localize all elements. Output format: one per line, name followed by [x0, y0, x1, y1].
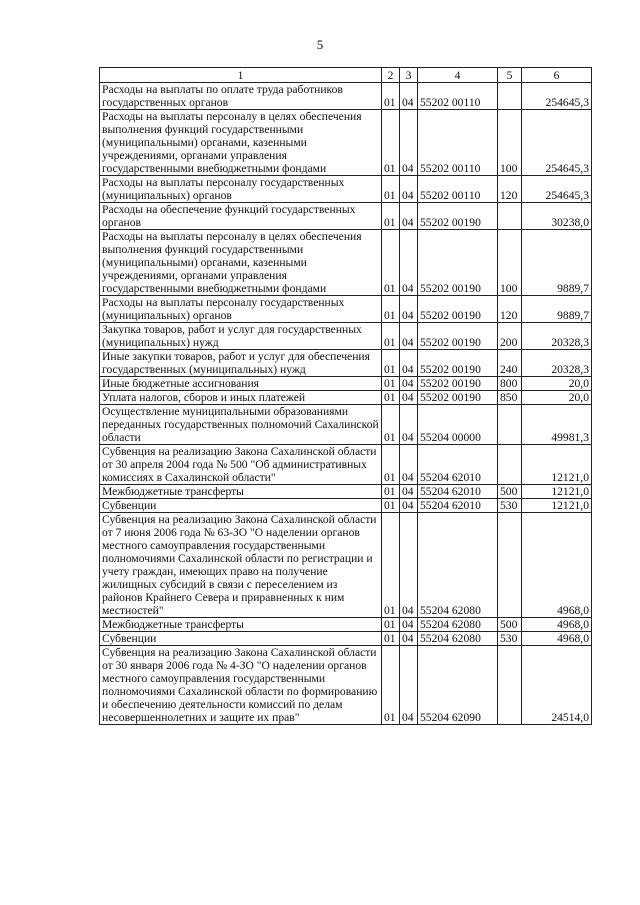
- expense-name-cell: Закупка товаров, работ и услуг для государственных (муниципальных) нужд: [100, 323, 382, 350]
- expense-name-cell: Межбюджетные трансферты: [100, 618, 382, 632]
- section-cell: 01: [382, 405, 400, 445]
- expense-name-cell: Субвенции: [100, 499, 382, 513]
- table-row: [100, 632, 592, 646]
- amount-cell: 49981,3: [522, 405, 592, 445]
- table-row: [100, 203, 592, 230]
- subsection-cell: 04: [400, 499, 418, 513]
- section-cell: 01: [382, 176, 400, 203]
- amount-cell: 24514,0: [522, 646, 592, 725]
- section-cell: 01: [382, 445, 400, 485]
- expense-name-cell: Расходы на выплаты персоналу в целях обеспечения выполнения функций государственными (муниципальными) органами, казенными учреждениями, органами управления государственными внебюджетными фондами: [100, 110, 382, 176]
- table-body: [100, 83, 592, 725]
- section-cell: 01: [382, 618, 400, 632]
- subsection-cell: 04: [400, 377, 418, 391]
- table-row: [100, 377, 592, 391]
- section-cell: 01: [382, 485, 400, 499]
- section-cell: 01: [382, 230, 400, 296]
- expense-type-cell: 500: [498, 618, 522, 632]
- table-row: [100, 391, 592, 405]
- target-article-cell: 55202 00190: [418, 350, 498, 377]
- table-header-row: [100, 68, 592, 83]
- subsection-cell: 04: [400, 230, 418, 296]
- amount-cell: 30238,0: [522, 203, 592, 230]
- expense-type-cell: 530: [498, 632, 522, 646]
- target-article-cell: 55202 00190: [418, 230, 498, 296]
- expense-name-cell: Расходы на выплаты персоналу в целях обеспечения выполнения функций государственными (муниципальными) органами, казенными учреждениями, органами управления государственными внебюджетными фондами: [100, 230, 382, 296]
- expense-type-cell: 200: [498, 323, 522, 350]
- amount-cell: 4968,0: [522, 618, 592, 632]
- expense-name-cell: Субвенция на реализацию Закона Сахалинской области от 30 января 2006 года № 4-ЗО "О наделении органов местного самоуправления государственными полномочиями Сахалинской области по формированию и обеспечению деятельности комиссий по делам несовершеннолетних и защите их прав": [100, 646, 382, 725]
- expense-type-cell: [498, 405, 522, 445]
- subsection-cell: 04: [400, 83, 418, 110]
- expense-name-cell: Расходы на обеспечение функций государственных органов: [100, 203, 382, 230]
- table-row: [100, 83, 592, 110]
- budget-table: [99, 67, 592, 725]
- amount-cell: 20,0: [522, 377, 592, 391]
- table-row: [100, 110, 592, 176]
- expense-type-cell: 100: [498, 110, 522, 176]
- table-row: [100, 485, 592, 499]
- target-article-cell: 55204 62080: [418, 632, 498, 646]
- column-header: 4: [418, 68, 498, 83]
- subsection-cell: 04: [400, 618, 418, 632]
- expense-type-cell: 120: [498, 296, 522, 323]
- amount-cell: 254645,3: [522, 110, 592, 176]
- expense-type-cell: 100: [498, 230, 522, 296]
- subsection-cell: 04: [400, 350, 418, 377]
- subsection-cell: 04: [400, 323, 418, 350]
- table-row: [100, 323, 592, 350]
- expense-name-cell: Расходы на выплаты персоналу государственных (муниципальных) органов: [100, 176, 382, 203]
- expense-type-cell: [498, 203, 522, 230]
- expense-name-cell: Субвенции: [100, 632, 382, 646]
- amount-cell: 12121,0: [522, 485, 592, 499]
- amount-cell: 20328,3: [522, 350, 592, 377]
- amount-cell: 9889,7: [522, 296, 592, 323]
- subsection-cell: 04: [400, 513, 418, 618]
- target-article-cell: 55204 62010: [418, 499, 498, 513]
- subsection-cell: 04: [400, 203, 418, 230]
- column-header: 3: [400, 68, 418, 83]
- subsection-cell: 04: [400, 632, 418, 646]
- amount-cell: 4968,0: [522, 513, 592, 618]
- expense-type-cell: [498, 83, 522, 110]
- section-cell: 01: [382, 513, 400, 618]
- target-article-cell: 55202 00190: [418, 203, 498, 230]
- column-header: 5: [498, 68, 522, 83]
- section-cell: 01: [382, 110, 400, 176]
- section-cell: 01: [382, 83, 400, 110]
- subsection-cell: 04: [400, 176, 418, 203]
- subsection-cell: 04: [400, 405, 418, 445]
- amount-cell: 12121,0: [522, 445, 592, 485]
- target-article-cell: 55202 00110: [418, 83, 498, 110]
- subsection-cell: 04: [400, 110, 418, 176]
- subsection-cell: 04: [400, 296, 418, 323]
- expense-name-cell: Иные бюджетные ассигнования: [100, 377, 382, 391]
- expense-name-cell: Осуществление муниципальными образованиями переданных государственных полномочий Сахалинской области: [100, 405, 382, 445]
- target-article-cell: 55202 00190: [418, 323, 498, 350]
- table-row: [100, 513, 592, 618]
- target-article-cell: 55204 62010: [418, 485, 498, 499]
- table-row: [100, 296, 592, 323]
- target-article-cell: 55204 00000: [418, 405, 498, 445]
- table-row: [100, 405, 592, 445]
- expense-type-cell: [498, 513, 522, 618]
- section-cell: 01: [382, 646, 400, 725]
- column-header: 6: [522, 68, 592, 83]
- column-header: 1: [100, 68, 382, 83]
- section-cell: 01: [382, 323, 400, 350]
- target-article-cell: 55204 62090: [418, 646, 498, 725]
- amount-cell: 20,0: [522, 391, 592, 405]
- amount-cell: 254645,3: [522, 83, 592, 110]
- section-cell: 01: [382, 632, 400, 646]
- subsection-cell: 04: [400, 445, 418, 485]
- amount-cell: 9889,7: [522, 230, 592, 296]
- expense-name-cell: Межбюджетные трансферты: [100, 485, 382, 499]
- expense-name-cell: Субвенция на реализацию Закона Сахалинской области от 30 апреля 2004 года № 500 "Об административных комиссиях в Сахалинской области": [100, 445, 382, 485]
- target-article-cell: 55202 00190: [418, 391, 498, 405]
- amount-cell: 4968,0: [522, 632, 592, 646]
- table-row: [100, 646, 592, 725]
- subsection-cell: 04: [400, 485, 418, 499]
- expense-type-cell: 530: [498, 499, 522, 513]
- table-row: [100, 618, 592, 632]
- expense-name-cell: Расходы на выплаты по оплате труда работников государственных органов: [100, 83, 382, 110]
- expense-type-cell: 500: [498, 485, 522, 499]
- section-cell: 01: [382, 391, 400, 405]
- expense-name-cell: Субвенция на реализацию Закона Сахалинской области от 7 июня 2006 года № 63-ЗО "О наделении органов местного самоуправления государственными полномочиями Сахалинской области по регистрации и учету граждан, имеющих право на получение жилищных субсидий в связи с переселением из районов Крайнего Севера и приравненных к ним местностей": [100, 513, 382, 618]
- expense-name-cell: Иные закупки товаров, работ и услуг для обеспечения государственных (муниципальных) нужд: [100, 350, 382, 377]
- column-header: 2: [382, 68, 400, 83]
- amount-cell: 12121,0: [522, 499, 592, 513]
- expense-type-cell: 850: [498, 391, 522, 405]
- section-cell: 01: [382, 296, 400, 323]
- expense-type-cell: 240: [498, 350, 522, 377]
- expense-type-cell: 120: [498, 176, 522, 203]
- amount-cell: 254645,3: [522, 176, 592, 203]
- expense-name-cell: Расходы на выплаты персоналу государственных (муниципальных) органов: [100, 296, 382, 323]
- target-article-cell: 55204 62010: [418, 445, 498, 485]
- section-cell: 01: [382, 499, 400, 513]
- subsection-cell: 04: [400, 646, 418, 725]
- section-cell: 01: [382, 203, 400, 230]
- section-cell: 01: [382, 350, 400, 377]
- table-row: [100, 350, 592, 377]
- subsection-cell: 04: [400, 391, 418, 405]
- table-row: [100, 445, 592, 485]
- table-row: [100, 176, 592, 203]
- target-article-cell: 55202 00190: [418, 296, 498, 323]
- amount-cell: 20328,3: [522, 323, 592, 350]
- target-article-cell: 55202 00190: [418, 377, 498, 391]
- target-article-cell: 55204 62080: [418, 513, 498, 618]
- target-article-cell: 55202 00110: [418, 176, 498, 203]
- expense-type-cell: [498, 646, 522, 725]
- section-cell: 01: [382, 377, 400, 391]
- table-row: [100, 230, 592, 296]
- page-number: 5: [316, 37, 324, 52]
- target-article-cell: 55202 00110: [418, 110, 498, 176]
- expense-name-cell: Уплата налогов, сборов и иных платежей: [100, 391, 382, 405]
- table-row: [100, 499, 592, 513]
- target-article-cell: 55204 62080: [418, 618, 498, 632]
- expense-type-cell: [498, 445, 522, 485]
- expense-type-cell: 800: [498, 377, 522, 391]
